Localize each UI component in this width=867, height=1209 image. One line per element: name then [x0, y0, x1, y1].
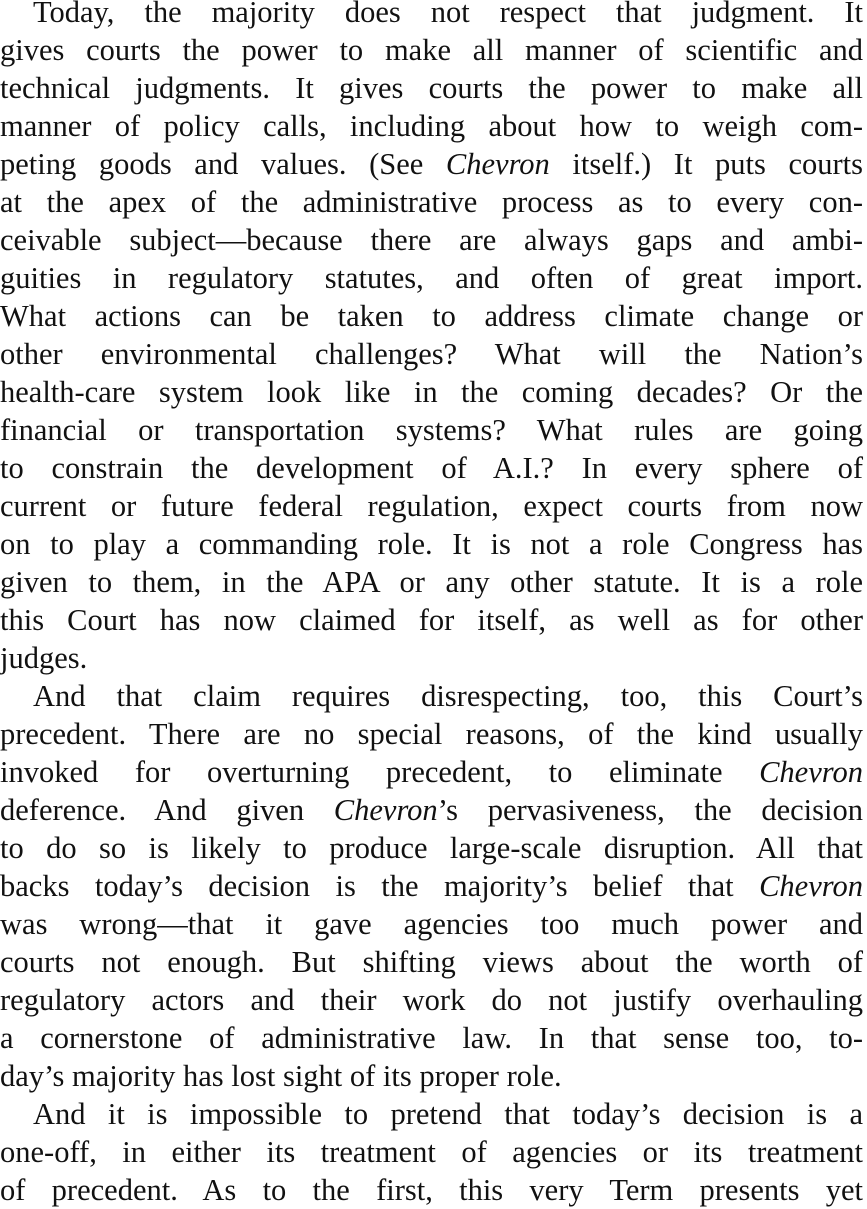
text-line: [0, 791, 863, 829]
text-segment: guities in regulatory statutes, and often of great import.: [0, 261, 863, 295]
text-segment: technical judgments. It gives courts the power to make all: [0, 71, 863, 105]
text-line: [0, 69, 863, 107]
text-segment: And it is impossible to pretend that today’s decision is a: [33, 1097, 863, 1131]
text-line: [0, 1057, 863, 1095]
text-segment: to constrain the development of A.I.? In every sphere of: [0, 451, 863, 485]
text-segment: of precedent. As to the first, this very Term presents yet: [0, 1173, 863, 1207]
text-segment: And that claim requires disrespecting, too, this Court’s: [33, 679, 863, 713]
text-line: [0, 943, 863, 981]
text-line: [0, 487, 863, 525]
text-segment: current or future federal regulation, expect courts from now: [0, 489, 863, 523]
italic-case-name: Chevron: [759, 869, 863, 903]
text-segment: health-care system look like in the coming decades? Or the: [0, 375, 863, 409]
text-segment: manner of policy calls, including about how to weigh com-: [0, 109, 863, 143]
text-line: [0, 411, 863, 449]
italic-case-name: Chevron: [445, 147, 550, 181]
text-segment: to do so is likely to produce large-scale disruption. All that: [0, 831, 863, 865]
text-line: [0, 221, 863, 259]
text-line: [0, 297, 863, 335]
text-line: [0, 449, 863, 487]
text-line: [0, 373, 863, 411]
text-segment: courts not enough. But shifting views about the worth of: [0, 945, 863, 979]
text-line: [0, 1133, 863, 1171]
text-segment: itself.) It puts courts: [549, 147, 864, 181]
text-segment: regulatory actors and their work do not justify overhauling: [0, 983, 863, 1017]
paragraph-first-line: [0, 1095, 863, 1133]
text-line: [0, 601, 863, 639]
text-line: [0, 753, 863, 791]
text-segment: judges.: [0, 641, 88, 675]
text-line: [0, 715, 863, 753]
text-segment: given to them, in the APA or any other statute. It is a role: [0, 565, 863, 599]
text-line: [0, 525, 863, 563]
text-segment: this Court has now claimed for itself, as well as for other: [0, 603, 863, 637]
italic-case-name: Chevron: [759, 755, 863, 789]
text-line: [0, 905, 863, 943]
text-segment: on to play a commanding role. It is not a role Congress has: [0, 527, 863, 561]
text-segment: financial or transportation systems? What rules are going: [0, 413, 863, 447]
text-line: [0, 145, 863, 183]
text-segment: Today, the majority does not respect that judgment. It: [33, 0, 863, 29]
text-line: [0, 259, 863, 297]
text-line: [0, 183, 863, 221]
text-line: [0, 867, 863, 905]
text-segment: one-off, in either its treatment of agencies or its treatment: [0, 1135, 863, 1169]
paragraph-first-line: [0, 677, 863, 715]
text-line: [0, 639, 863, 677]
text-line: [0, 981, 863, 1019]
text-segment: precedent. There are no special reasons, of the kind usually: [0, 717, 863, 751]
paragraph-first-line: [0, 0, 863, 31]
text-line: [0, 563, 863, 601]
text-segment: deference. And given: [0, 793, 334, 827]
text-line: [0, 107, 863, 145]
text-segment: ’s pervasiveness, the decision: [437, 793, 863, 827]
text-segment: at the apex of the administrative process as to every con-: [0, 185, 863, 219]
text-line: [0, 829, 863, 867]
text-line: [0, 335, 863, 373]
text-segment: gives courts the power to make all manner of scientific and: [0, 33, 863, 67]
text-line: [0, 1019, 863, 1057]
text-segment: invoked for overturning precedent, to eliminate: [0, 755, 760, 789]
text-segment: day’s majority has lost sight of its proper role.: [0, 1059, 562, 1093]
text-line: [0, 1171, 863, 1209]
text-segment: backs today’s decision is the majority’s belief that: [0, 869, 760, 903]
text-segment: a cornerstone of administrative law. In that sense too, to-: [0, 1021, 863, 1055]
text-line: [0, 31, 863, 69]
text-segment: peting goods and values. (See: [0, 147, 446, 181]
italic-case-name: Chevron: [333, 793, 438, 827]
text-segment: What actions can be taken to address climate change or: [0, 299, 863, 333]
text-segment: ceivable subject—because there are always gaps and ambi-: [0, 223, 863, 257]
text-segment: was wrong—that it gave agencies too much power and: [0, 907, 863, 941]
text-segment: other environmental challenges? What will the Nation’s: [0, 337, 863, 371]
